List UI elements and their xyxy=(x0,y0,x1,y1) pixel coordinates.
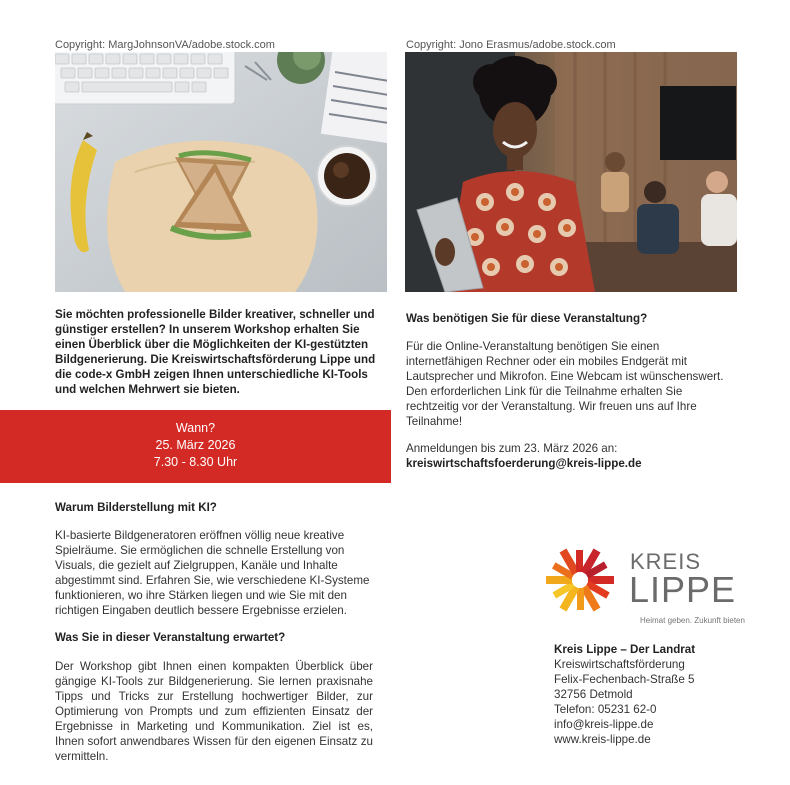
logo-line-kreis: KREIS xyxy=(630,549,702,574)
contact-block xyxy=(554,642,754,747)
logo-tagline: Heimat geben. Zukunft bieten xyxy=(640,616,745,625)
contact-street: Felix-Fechenbach-Straße 5 xyxy=(554,673,695,686)
intro-text: Sie möchten professionelle Bilder kreativer, schneller und günstiger erstellen? In unserem Workshop erhalten Sie einen Überblick über die Möglichkeiten der KI-gestützten Bildgenerierung. Die Kreiswirtschaftsförderung Lippe und die code-x GmbH zeigen Ihnen unterschiedliche KI-Tools und welchen Mehrwert sie bieten. xyxy=(55,308,376,396)
event-date: 25. März 2026 xyxy=(155,438,236,452)
contact-web-link[interactable]: www.kreis-lippe.de xyxy=(554,733,651,746)
woman-laptop-photo xyxy=(405,52,737,292)
registration-text: Anmeldungen bis zum 23. März 2026 an: xyxy=(406,442,618,455)
logo-line-lippe: LIPPE xyxy=(629,569,737,610)
requirements-heading: Was benötigen Sie für diese Veranstaltung? xyxy=(406,312,648,325)
registration-email-link[interactable]: kreiswirtschaftsfoerderung@kreis-lippe.de xyxy=(406,457,642,470)
event-time: 7.30 - 8.30 Uhr xyxy=(153,455,238,469)
requirements-text: Für die Online-Veranstaltung benötigen Sie einen internetfähigen Rechner oder ein mobiles Endgerät mit Lautsprecher und Mikrofon. Eine Webcam ist wünschenswert. Den erforderlichen Link für die Teilnahme erhalten Sie rechtzeitig vor der Veranstaltung. Wir freuen uns auf Ihre Teilnahme! xyxy=(406,340,724,428)
contact-dept: Kreiswirtschaftsförderung xyxy=(554,658,685,671)
why-text: KI-basierte Bildgeneratoren eröffnen völlig neue kreative Spielräume. Sie ermöglichen die schnelle Erstellung von Visuals, die gezielt auf Zielgruppen, Kanäle und Inhalte abgestimmt sind. Erfahren Sie, wie verschiedene KI-Systeme funktionieren, wo ihre Stärken liegen und wie Sie mit den richtigen Eingaben deutlich bessere Ergebnisse erzielen. xyxy=(55,529,370,617)
expect-heading: Was Sie in dieser Veranstaltung erwartet? xyxy=(55,631,286,644)
contact-phone: Telefon: 05231 62-0 xyxy=(554,703,657,716)
sunburst-logo-icon xyxy=(540,540,620,620)
desk-sandwich-photo xyxy=(55,52,387,292)
contact-email-link[interactable]: info@kreis-lippe.de xyxy=(554,718,654,731)
event-date-banner xyxy=(0,410,391,483)
right-photo-credit: Copyright: Jono Erasmus/adobe.stock.com xyxy=(406,39,616,51)
contact-org: Kreis Lippe – Der Landrat xyxy=(554,643,696,656)
why-heading: Warum Bilderstellung mit KI? xyxy=(55,501,217,514)
contact-city: 32756 Detmold xyxy=(554,688,633,701)
kreis-lippe-logo xyxy=(540,540,745,630)
event-when-label: Wann? xyxy=(175,421,216,435)
left-photo-credit: Copyright: MargJohnsonVA/adobe.stock.com xyxy=(55,39,275,51)
expect-text: Der Workshop gibt Ihnen einen kompakten Überblick über gängige KI-Tools zur Bildgenerierung. Sie lernen praxisnahe Tipps und Tricks zur Erstellung hochwertiger Bilder, zur Optimierung von Prompts und zum effizienten Einsatz der Ergebnisse in Marketing und Kommunikation. Ziel ist es, Ihnen sofort anwendbares Wissen für den eigenen Einsatz zu vermitteln. xyxy=(55,660,373,763)
